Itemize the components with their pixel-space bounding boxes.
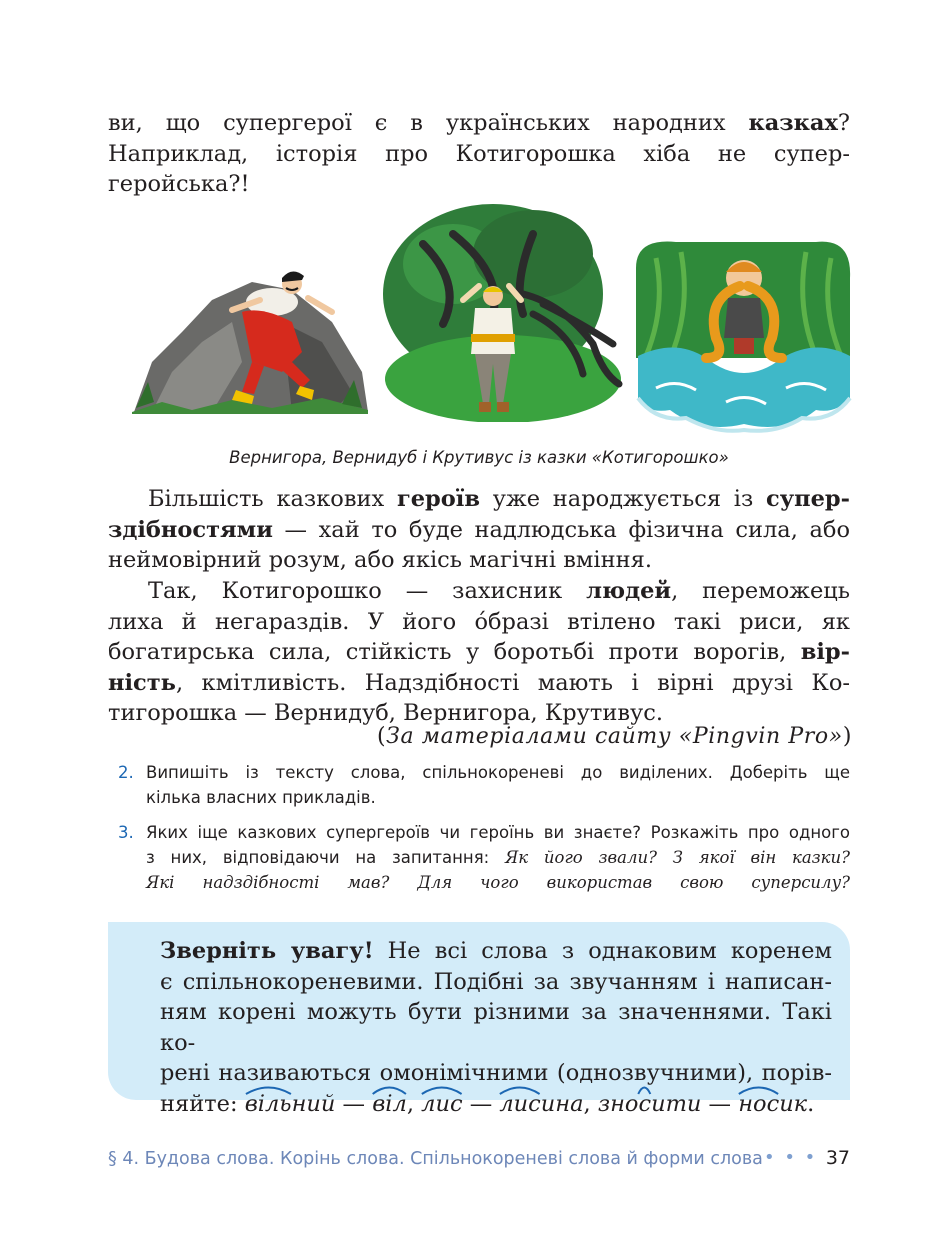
note-line-2: є спільнокореневими. Подібні за звучанням і написан- xyxy=(160,968,832,995)
paragraph-1-line-2: здібностями — хай то буде надлюдська фізична сила, або xyxy=(108,516,850,543)
intro-line-3: геройська?! xyxy=(108,171,250,197)
footer-dots: • • • xyxy=(764,1147,818,1168)
paragraph-2-line-5: тигорошка — Вернидуб, Вернигора, Крутивус. xyxy=(108,700,663,726)
root-arc-5: с xyxy=(638,1089,651,1120)
vernyhora-illustration xyxy=(132,262,370,414)
task-2-number: 2. xyxy=(118,763,134,782)
intro-line-1: ви, що супергерої є в українських народних казках? xyxy=(108,110,850,136)
root-arc-1: віль xyxy=(245,1089,292,1120)
root-arc-4: лис xyxy=(499,1089,540,1120)
paragraph-2-line-4: ність, кмітливість. Надздібності мають і вірні друзі Ко- xyxy=(108,669,850,696)
note-line-5: няйте: вільний — віл, лис — лисина, зно сити — носик. xyxy=(160,1089,832,1120)
illustration-caption: Вернигора, Вернидуб і Крутивус із казки «Котигорошко» xyxy=(229,448,729,467)
note-text xyxy=(160,936,832,1119)
paragraph-2 xyxy=(108,576,850,729)
task-3-number: 3. xyxy=(118,823,134,842)
task-3 xyxy=(118,820,850,895)
page-footer xyxy=(108,1149,850,1177)
vernydub-illustration xyxy=(383,204,623,422)
task-3-line-1: Яких іще казкових супергероїв чи героїнь ви знаєте? Розкажіть про одного xyxy=(146,823,850,842)
paragraph-2-line-2: лиха й негараздів. У його о́бразі втілено такі риси, як xyxy=(108,608,850,635)
root-arc-3: лис xyxy=(421,1089,462,1120)
task-2 xyxy=(118,760,850,810)
note-lead: Зверніть увагу! xyxy=(160,938,374,964)
paragraph-1-line-3: неймовірний розум, або якісь магічні вміння. xyxy=(108,547,652,573)
task-2-line-1: Випишіть із тексту слова, спільнокореневі до виділених. Доберіть ще xyxy=(146,763,850,782)
intro-text xyxy=(108,108,850,200)
note-line-4: рені називаються омонімічними (однозвучними), порів- xyxy=(160,1060,832,1086)
note-line-1: Зверніть увагу! Не всі слова з однаковим коренем xyxy=(160,938,832,964)
intro-line-2: Наприклад, історія про Котигорошка хіба не супер- xyxy=(108,140,850,167)
krutyvus-illustration xyxy=(636,238,852,434)
paragraph-2-line-3: богатирська сила, стійкість у боротьбі проти ворогів, вір- xyxy=(108,639,850,665)
footer-section-title: § 4. Будова слова. Корінь слова. Спільнокореневі слова й форми слова xyxy=(108,1149,763,1169)
note-line-3: ням корені можуть бути різними за значеннями. Такі ко- xyxy=(160,999,832,1056)
page-number: 37 xyxy=(825,1147,850,1169)
paragraph-1-line-1: Більшість казкових героїв уже народжується із супер- xyxy=(148,486,851,512)
paragraph-1 xyxy=(108,484,850,576)
paragraph-2-line-1: Так, Котигорошко — захисник людей, переможець xyxy=(148,578,850,604)
root-arc-2: віл xyxy=(372,1089,407,1120)
source-citation: (За матеріалами сайту «Pingvin Pro») xyxy=(376,724,852,749)
task-3-line-2: з них, відповідаючи на запитання: Як його звали? З якої він казки? xyxy=(146,848,850,867)
task-2-line-2: кілька власних прикладів. xyxy=(146,788,376,807)
root-arc-6: нос xyxy=(738,1089,779,1120)
attention-note xyxy=(108,922,850,1117)
task-3-line-3: Які надздібності мав? Для чого використав свою суперсилу? xyxy=(146,873,850,892)
